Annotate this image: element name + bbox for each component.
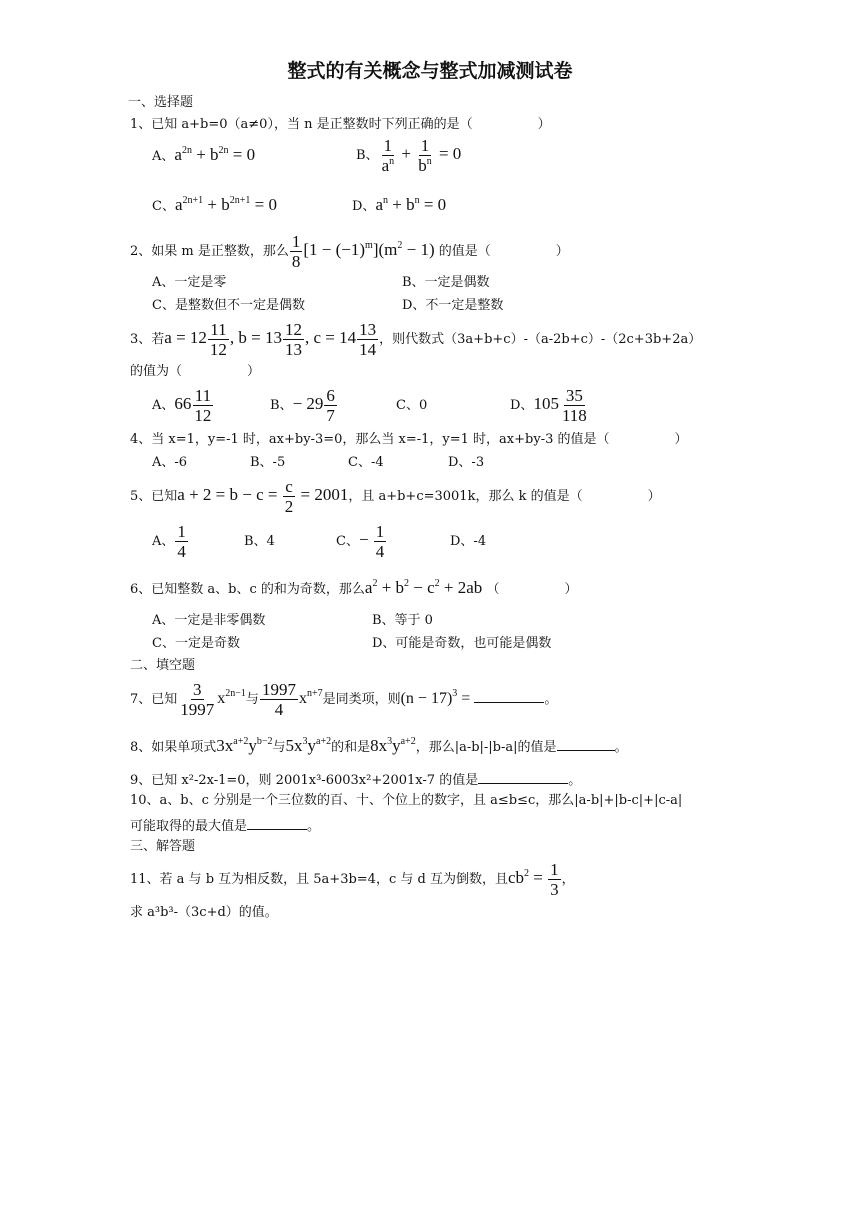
question-10-line1: 10、a、b、c 分别是一个三位数的百、十、个位上的数字，且 a≤b≤c，那么|a-b|+|b-c|+|c-a|: [130, 793, 683, 808]
question-2-stem: 2、如果 m 是正整数，那么 $\frac{1}{8}$ $[1 - (-1)^m](m^2 - 1)$ 的值是（ ）: [130, 232, 569, 271]
q5-option-b: B、4: [244, 534, 275, 549]
question-1-stem: 1、已知 a+b=0（a≠0），当 n 是正整数时下列正确的是（ ）: [130, 117, 551, 132]
q2-option-c: C、是整数但不一定是偶数: [152, 298, 305, 313]
q7-answer-blank[interactable]: [474, 688, 544, 703]
question-11-line2: 求 a³b³-（3c+d）的值。: [130, 905, 278, 920]
q2-option-a: A、一定是零: [152, 275, 227, 290]
q4-option-d: D、-3: [448, 455, 485, 470]
section-heading-solve: 三、解答题: [130, 839, 196, 854]
q3-option-c: C、0: [396, 398, 428, 413]
q1-option-a: A、$a^{2n} + b^{2n} = 0$: [152, 145, 256, 164]
question-4-stem: 4、当 x=1，y=-1 时，ax+by-3=0，那么当 x=-1，y=1 时，ax+by-3 的值是（ ）: [130, 432, 688, 447]
section-heading-choice: 一、选择题: [128, 95, 194, 110]
q3-option-d: D、105 $\frac{35}{118}$: [510, 386, 587, 425]
q3-option-b: B、− 29 $\frac{6}{7}$: [270, 386, 335, 425]
q4-option-a: A、-6: [152, 455, 188, 470]
q1-option-d: D、$a^n + b^n = 0$: [352, 195, 447, 214]
page-title: 整式的有关概念与整式加减测试卷: [287, 60, 573, 82]
question-6-stem: 6、已知整数 a、b、c 的和为奇数，那么$a^2 + b^2 - c^2 + 2ab$ （ ）: [130, 578, 578, 597]
question-7: 7、已知 $\frac{3}{1997}$ $x^{2n-1}$与 $\frac{1997}{4}$ $x^{n+7}$是同类项，则$(n - 17)^3$ = 。: [130, 680, 558, 719]
q6-option-b: B、等于 0: [372, 613, 433, 628]
q1-option-b: B、 $\frac{1}{a^n}$ + $\frac{1}{b^n}$ = 0: [356, 136, 462, 175]
q4-option-b: B、-5: [250, 455, 286, 470]
q10-answer-blank[interactable]: [247, 815, 307, 830]
question-5-stem: 5、已知a + 2 = b − c = $\frac{c}{2}$ = 2001，且 a+b+c=3001k，那么 k 的值是（ ）: [130, 477, 661, 516]
q5-option-a: A、 $\frac{1}{4}$: [152, 522, 186, 561]
q6-option-c: C、一定是奇数: [152, 636, 240, 651]
question-3-stem: 3、若a = 12 $\frac{11}{12}$ , b = 13 $\frac{12}{13}$ , c = 14 $\frac{13}{14}$ ，则代数式（3a+b+c）-（a-2b+c）-（2c+3b+2a）: [130, 320, 702, 359]
q4-option-c: C、-4: [348, 455, 384, 470]
q6-option-d: D、可能是奇数，也可能是偶数: [372, 636, 552, 651]
q2-option-b: B、一定是偶数: [402, 275, 490, 290]
q9-answer-blank[interactable]: [478, 769, 568, 784]
q5-option-d: D、-4: [450, 534, 487, 549]
section-heading-fill: 二、填空题: [130, 658, 196, 673]
question-3-stem-cont: 的值为（ ）: [130, 364, 261, 379]
q8-answer-blank[interactable]: [557, 736, 615, 751]
q2-option-d: D、不一定是整数: [402, 298, 504, 313]
question-10-line2: 可能取得的最大值是 。: [130, 815, 320, 836]
q3-option-a: A、66 $\frac{11}{12}$: [152, 386, 212, 425]
q1-option-c: C、$a^{2n+1} + b^{2n+1} = 0$: [152, 195, 277, 214]
question-8: 8、如果单项式$3x^{a+2}y^{b-2}$与$5x^3y^{a+2}$的和是$8x^3y^{a+2}$，那么|a-b|-|b-a|的值是 。: [130, 736, 628, 755]
q5-option-c: C、− $\frac{1}{4}$: [336, 522, 385, 561]
question-9: 9、已知 x²-2x-1=0，则 2001x³-6003x²+2001x-7 的值是 。: [130, 769, 581, 790]
question-11-line1: 11、若 a 与 b 互为相反数，且 5a+3b=4，c 与 d 互为倒数，且$cb^2$ = $\frac{1}{3}$ ，: [130, 860, 575, 899]
q6-option-a: A、一定是非零偶数: [152, 613, 266, 628]
